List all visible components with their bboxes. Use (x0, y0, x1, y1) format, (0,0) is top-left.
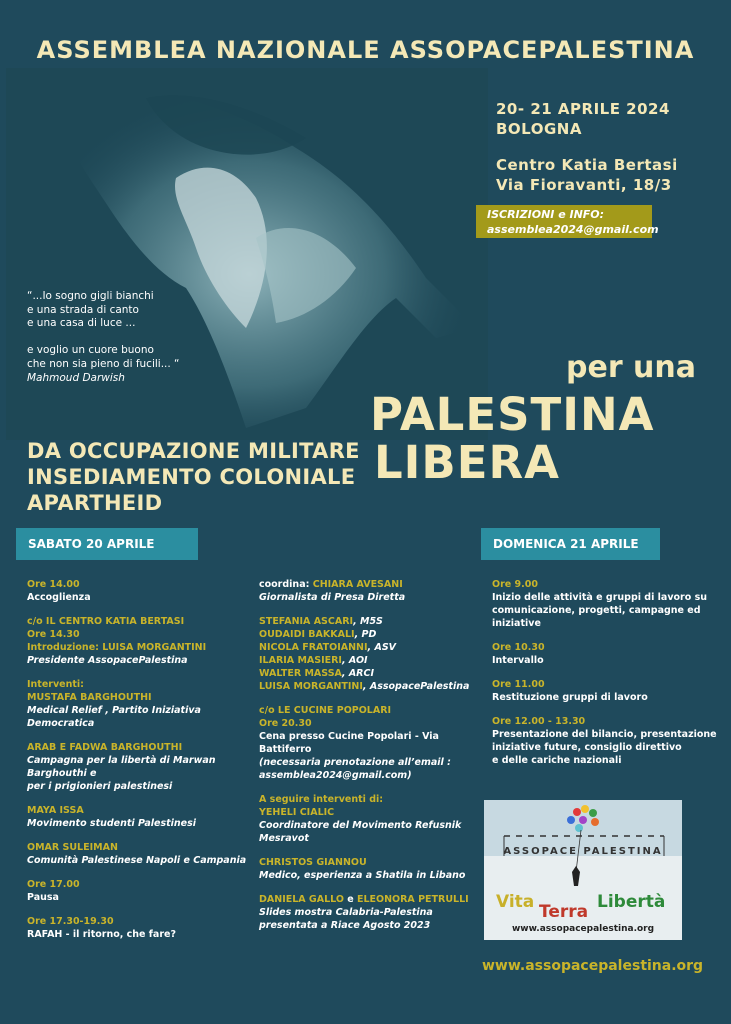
place: c/o IL CENTRO KATIA BERTASI (27, 616, 185, 627)
slogan-small: per una (566, 350, 697, 385)
dinner-text: Cena presso Cucine Popolari - Via Battiferro (259, 731, 439, 755)
panel-name: ILARIA MASIERI (259, 655, 342, 666)
speaker: ARAB E FADWA BARGHOUTHI (27, 742, 183, 753)
dinner-time: Ore 20.30 (259, 718, 312, 729)
event-venue-block (496, 155, 678, 195)
saturday-header: SABATO 20 APRILE (16, 528, 198, 560)
after-item (259, 793, 479, 845)
role: Comunità Palestinese Napoli e Campania (27, 855, 247, 866)
subtitle-block (27, 438, 360, 516)
intro-line (27, 641, 252, 654)
subtitle-line: DA OCCUPAZIONE MILITARE (27, 439, 360, 463)
speaker: ELEONORA PETRULLI (356, 894, 469, 905)
role: Movimento studenti Palestinesi (27, 818, 197, 829)
footer-website-link[interactable]: www.assopacepalestina.org (482, 958, 704, 974)
info-label: ISCRIZIONI e INFO: (487, 208, 605, 221)
role: Mesravot (259, 833, 309, 844)
time: Ore 11.00 (492, 679, 545, 690)
schedule-item (492, 678, 728, 704)
role: presentata a Riace Agosto 2023 (259, 920, 431, 931)
speaker: MUSTAFA BARGHOUTHI (27, 692, 152, 703)
speaker: MAYA ISSA (27, 805, 84, 816)
time: Ore 17.30-19.30 (27, 916, 114, 927)
activity: Presentazione del bilancio, presentazione (492, 729, 717, 740)
schedule-item (27, 678, 252, 730)
schedule-item (27, 804, 252, 830)
event-city: BOLOGNA (496, 120, 582, 138)
info-box (476, 205, 659, 238)
activity: Inizio delle attività e gruppi di lavoro su (492, 592, 707, 603)
event-venue: Centro Katia Bertasi (496, 156, 678, 174)
speaker: YEHELI CIALIC (259, 807, 335, 818)
schedule-item (27, 615, 252, 667)
activity: RAFAH - il ritorno, che fare? (27, 929, 176, 940)
dinner-note: (necessaria prenotazione all’email : (259, 757, 451, 768)
speaker: LUISA MORGANTINI (102, 642, 207, 653)
slogan-libera: LIBERA (374, 436, 560, 489)
panel-name: STEFANIA ASCARI (259, 616, 354, 627)
coordinator-name: CHIARA AVESANI (312, 579, 403, 590)
panel-org: , PD (354, 629, 377, 640)
dinner-item (259, 704, 479, 782)
subtitle-line: INSEDIAMENTO COLONIALE (27, 465, 356, 489)
time: Ore 10.30 (492, 642, 545, 653)
coordinator-role: Giornalista di Presa Diretta (259, 592, 406, 603)
coordinator-label: coordina: (259, 579, 310, 590)
panel-member (259, 667, 479, 680)
panel-name: OUDAIDI BAKKALI (259, 629, 355, 640)
panel-member (259, 680, 479, 693)
speaker: DANIELA GALLO (259, 894, 344, 905)
intro-label: Introduzione: (27, 642, 99, 653)
panel-org: , AssopacePalestina (362, 681, 470, 692)
role: Medico, esperienza a Shatila in Libano (259, 870, 466, 881)
page-title: ASSEMBLEA NAZIONALE ASSOPACEPALESTINA (36, 36, 695, 64)
logo-liberta: Libertà (597, 892, 666, 912)
logo-site: www.assopacepalestina.org (511, 924, 655, 934)
panel-org: , ASV (367, 642, 397, 653)
after-label: A seguire interventi di: (259, 794, 384, 805)
assopace-logo (484, 800, 682, 940)
panel-org: , ARCI (341, 668, 374, 679)
role: Coordinatore del Movimento Refusnik (259, 820, 462, 831)
sunday-header: DOMENICA 21 APRILE (481, 528, 660, 560)
quote-line: e una strada di canto (27, 303, 139, 316)
time: Ore 14.30 (27, 629, 80, 640)
coordinator-line (259, 578, 479, 591)
saturday-column-2 (259, 578, 479, 943)
quote-author: Mahmoud Darwish (27, 371, 125, 384)
panel-member (259, 615, 479, 628)
saturday-column-1 (27, 578, 252, 952)
coordinator (259, 578, 479, 604)
activity: comunicazione, progetti, campagne ed iniziative (492, 605, 701, 629)
schedule-item (27, 915, 252, 941)
panel-member (259, 628, 479, 641)
activity: Accoglienza (27, 592, 91, 603)
schedule-item (492, 641, 728, 667)
activity: Pausa (27, 892, 59, 903)
speaker: CHRISTOS GIANNOU (259, 857, 367, 868)
dinner-place: c/o LE CUCINE POPOLARI (259, 705, 392, 716)
slogan-palestina: PALESTINA (370, 388, 655, 441)
panel-name: WALTER MASSA (259, 668, 342, 679)
panel-member (259, 654, 479, 667)
interventi-label: Interventi: (27, 679, 84, 690)
quote-line: e una casa di luce ... (27, 317, 136, 330)
role: per i prigionieri palestinesi (27, 781, 173, 792)
time: Ore 14.00 (27, 579, 80, 590)
activity: iniziative future, consiglio direttivo (492, 742, 682, 753)
event-address: Via Fioravanti, 18/3 (496, 176, 672, 194)
panel-member (259, 641, 479, 654)
role: Medical Relief , Partito Iniziativa Democratica (27, 705, 201, 729)
role: Presidente AssopacePalestina (27, 655, 188, 666)
speaker: OMAR SULEIMAN (27, 842, 118, 853)
quote-line: che non sia pieno di fucili... “ (27, 357, 180, 370)
slides-item (259, 893, 479, 932)
subtitle-line: APARTHEID (27, 491, 163, 515)
quote-line: e voglio un cuore buono (27, 344, 154, 357)
panel-list (259, 615, 479, 693)
dinner-note: assemblea2024@gmail.com) (259, 770, 412, 781)
schedule-item (27, 841, 252, 867)
schedule-item (492, 715, 728, 767)
slides-speakers (259, 893, 479, 906)
panel-org: , AOI (341, 655, 368, 666)
quote-line: “...Io sogno gigli bianchi (27, 290, 154, 302)
info-email[interactable]: assemblea2024@gmail.com (487, 223, 659, 236)
darwish-quote (27, 290, 180, 385)
panel-org: , M5S (353, 616, 383, 627)
logo-vita: Vita (496, 892, 535, 912)
time: Ore 17.00 (27, 879, 80, 890)
event-dates-block (496, 99, 670, 139)
quote-line (27, 331, 180, 345)
panel-name: NICOLA FRATOIANNI (259, 642, 368, 653)
logo-name: ASSOPACE PALESTINA (503, 846, 663, 857)
sunday-column (492, 578, 728, 778)
christos-item (259, 856, 479, 882)
schedule-item (27, 578, 252, 604)
logo-terra: Terra (539, 902, 589, 922)
activity: e delle cariche nazionali (492, 755, 622, 766)
schedule-item (27, 741, 252, 793)
time: Ore 12.00 - 13.30 (492, 716, 586, 727)
role: Campagna per la libertà di Marwan Barghouthi e (27, 755, 216, 779)
time: Ore 9.00 (492, 579, 538, 590)
role: Slides mostra Calabria-Palestina (259, 907, 433, 918)
schedule-item (492, 578, 728, 630)
schedule-item (27, 878, 252, 904)
panel-name: LUISA MORGANTINI (259, 681, 363, 692)
activity: Intervallo (492, 655, 544, 666)
activity: Restituzione gruppi di lavoro (492, 692, 648, 703)
conjunction: e (343, 894, 357, 905)
event-dates: 20- 21 APRILE 2024 (496, 100, 670, 118)
